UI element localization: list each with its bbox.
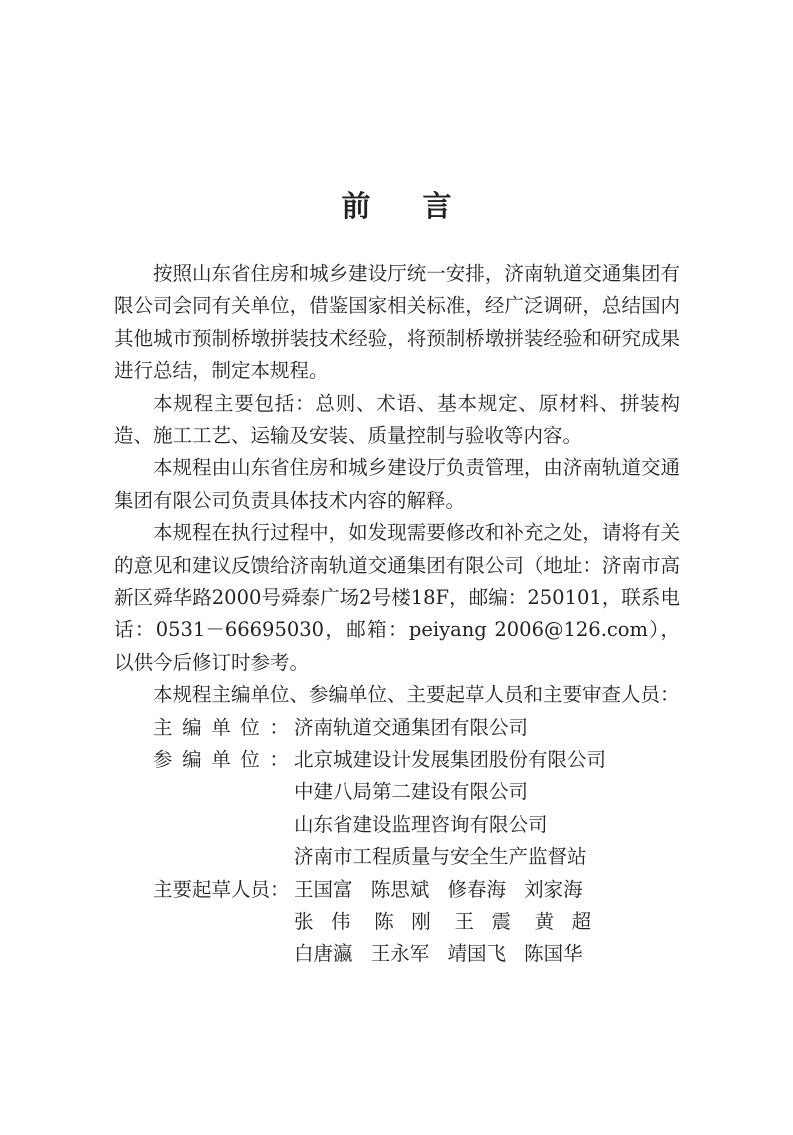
paragraph-units-intro: 本规程主编单位、参编单位、主要起草人员和主要审查人员： xyxy=(153,683,680,707)
drafter-name: 黄超 xyxy=(534,910,609,934)
participating-unit-value: 北京城建设计发展集团股份有限公司 xyxy=(294,748,607,772)
chief-unit-value: 济南轨道交通集团有限公司 xyxy=(294,715,529,739)
drafter-name: 王永军 xyxy=(370,942,430,966)
drafters-row xyxy=(114,874,680,906)
drafters-row xyxy=(114,906,680,938)
title-char-1: 前 xyxy=(341,189,371,223)
drafter-name: 王国富 xyxy=(294,877,353,901)
participating-unit-value: 山东省建设监理咨询有限公司 xyxy=(294,812,548,836)
chief-unit-label: 主编单位： xyxy=(153,715,299,739)
drafter-name: 陈国华 xyxy=(524,942,583,966)
drafter-name: 修春海 xyxy=(447,877,506,901)
page-title xyxy=(0,186,793,226)
title-char-2: 言 xyxy=(422,189,452,223)
drafters-label: 主要起草人员： xyxy=(153,877,290,901)
participating-unit-label: 参编单位： xyxy=(153,748,299,772)
participating-unit-row xyxy=(114,809,680,841)
participating-unit-row xyxy=(114,776,680,808)
drafter-name: 靖国飞 xyxy=(447,942,506,966)
drafter-name: 王震 xyxy=(454,910,529,934)
chief-unit-row xyxy=(114,712,680,744)
participating-unit-value: 济南市工程质量与安全生产监督站 xyxy=(294,845,587,869)
participating-unit-row xyxy=(114,841,680,873)
preface-body xyxy=(114,258,680,971)
paragraph-contents: 本规程主要包括：总则、术语、基本规定、原材料、拼装构造、施工工艺、运输及安装、质量控制与验收等内容。 xyxy=(114,391,680,448)
drafter-name: 陈思斌 xyxy=(370,877,430,901)
drafters-names xyxy=(294,874,680,906)
paragraph-feedback: 本规程在执行过程中，如发现需要修改和补充之处，请将有关的意见和建议反馈给济南轨道交通集团有限公司（地址：济南市高新区舜华路2000号舜泰广场2号楼18F，邮编：250101，联系电话：0531－66695030，邮箱：peiyang 2006@126.com），以供今后修订时参考。 xyxy=(114,521,680,674)
paragraph-management: 本规程由山东省住房和城乡建设厅负责管理，由济南轨道交通集团有限公司负责具体技术内容的解释。 xyxy=(114,456,680,512)
drafter-name: 刘家海 xyxy=(524,877,583,901)
drafters-row xyxy=(114,938,680,970)
drafter-name: 白唐瀛 xyxy=(294,942,353,966)
drafter-name: 陈刚 xyxy=(374,910,449,934)
participating-unit-row xyxy=(114,744,680,776)
drafters-names xyxy=(294,906,680,938)
units-list xyxy=(114,712,680,971)
drafters-names xyxy=(294,938,680,970)
participating-unit-value: 中建八局第二建设有限公司 xyxy=(294,780,529,804)
paragraph-arrangement: 按照山东省住房和城乡建设厅统一安排，济南轨道交通集团有限公司会同有关单位，借鉴国家相关标准，经广泛调研，总结国内其他城市预制桥墩拼装技术经验，将预制桥墩拼装经验和研究成果进行总结，制定本规程。 xyxy=(114,262,680,383)
drafter-name: 张伟 xyxy=(294,910,369,934)
